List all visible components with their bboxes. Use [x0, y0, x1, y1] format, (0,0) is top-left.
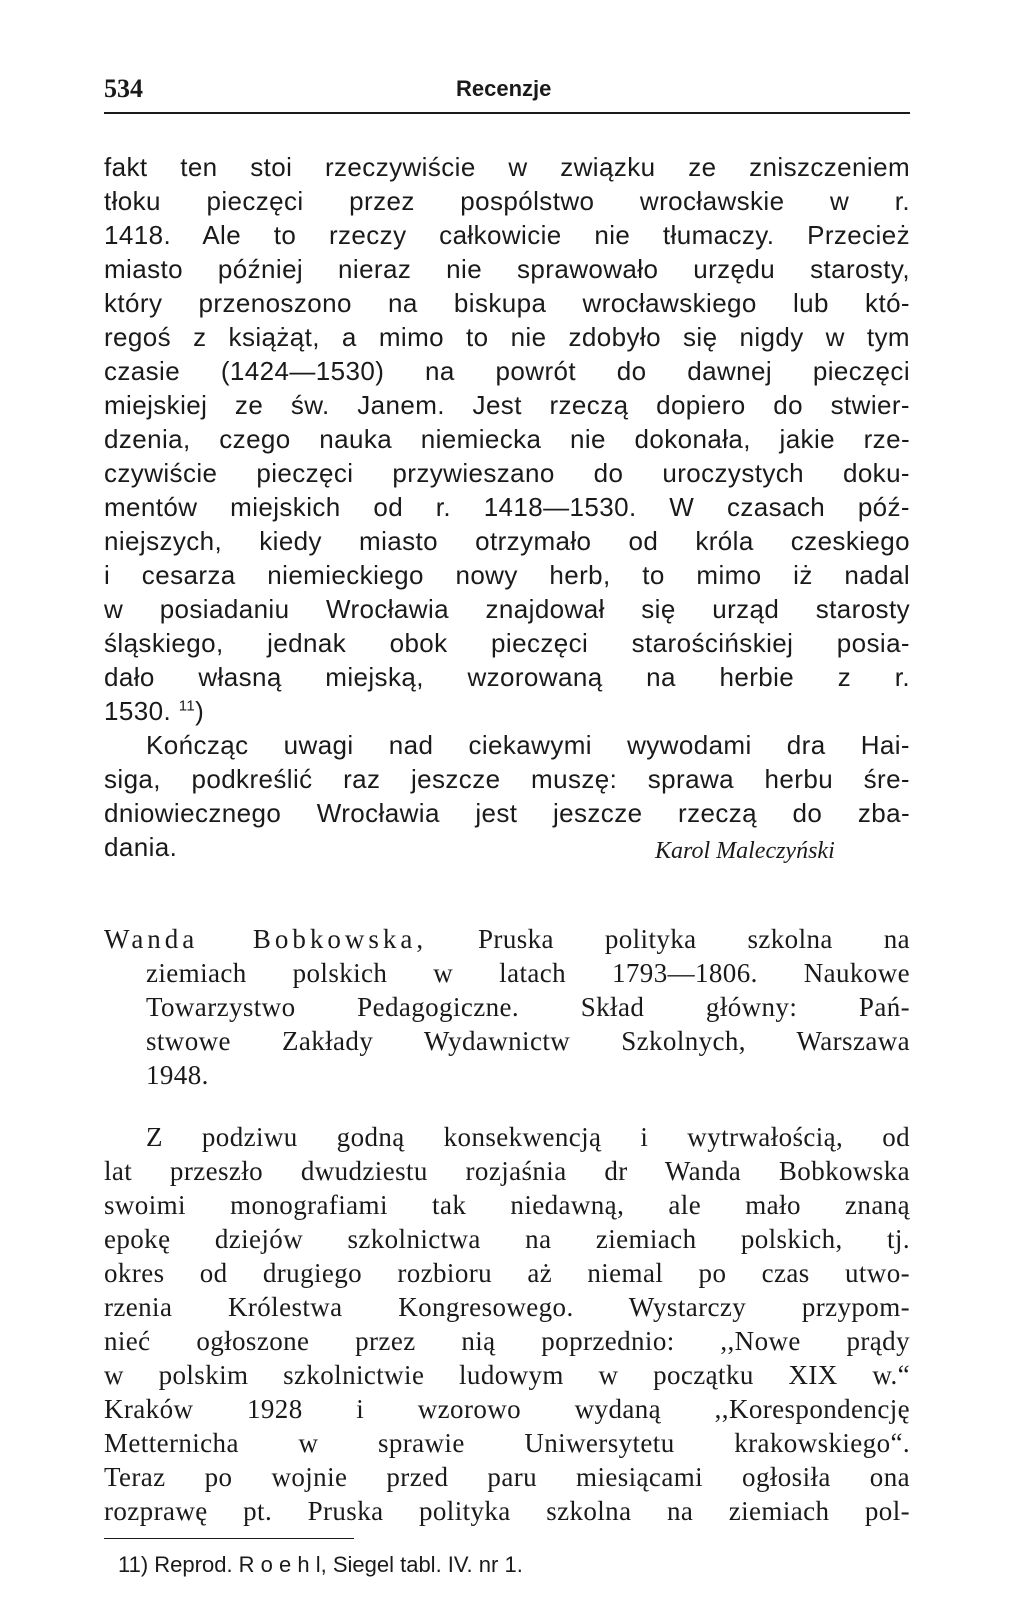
text-line: niejszych, kiedy miasto otrzymało od króla czeskiego	[104, 526, 910, 556]
text-line: mentów miejskich od r. 1418—1530. W czasach póź-	[104, 492, 910, 522]
text-line: Teraz po wojnie przed paru miesiącami ogłosiła ona	[104, 1462, 910, 1492]
text-line: Z podziwu godną konsekwencją i wytrwałością, od	[146, 1122, 910, 1152]
citation-line	[104, 922, 910, 956]
text-line: lat przeszło dwudziestu rozjaśnia dr Wanda Bobkowska	[104, 1156, 910, 1186]
text-line: rzenia Królestwa Kongresowego. Wystarczy przypom-	[104, 1292, 910, 1322]
footnote-marker: 11)	[118, 1552, 149, 1577]
footnote-rule	[104, 1538, 354, 1539]
text-line: w polskim szkolnictwie ludowym w początku XIX w.“	[104, 1360, 910, 1390]
text-line-with-note	[104, 694, 910, 728]
text-line: tłoku pieczęci przez pospólstwo wrocławskie w r.	[104, 186, 910, 216]
citation-line: Towarzystwo Pedagogiczne. Skład główny: Pań-	[146, 992, 910, 1022]
text-line: rozprawę pt. Pruska polityka szkolna na ziemiach pol-	[104, 1496, 910, 1526]
text-line: miasto później nieraz nie sprawowało urzędu starosty,	[104, 254, 910, 284]
citation-line: 1948.	[146, 1060, 209, 1090]
citation-line: ziemiach polskich w latach 1793—1806. Naukowe	[146, 958, 910, 988]
book-title-start: Pruska polityka szkolna na	[478, 924, 910, 954]
text-line: nieć ogłoszone przez nią poprzednio: ,,Nowe prądy	[104, 1326, 910, 1356]
text-line: dniowiecznego Wrocławia jest jeszcze rzeczą do zba-	[104, 798, 910, 828]
text-line: czywiście pieczęci przywieszano do uroczystych doku-	[104, 458, 910, 488]
running-head: Recenzje	[456, 76, 552, 101]
page-number: 534	[104, 74, 143, 103]
signature: Karol Maleczyński	[655, 838, 835, 864]
text-line: dało własną miejską, wzorowaną na herbie z r.	[104, 662, 910, 692]
text-line: fakt ten stoi rzeczywiście w związku ze zniszczeniem	[104, 152, 910, 182]
text-line: śląskiego, jednak obok pieczęci starościńskiej posia-	[104, 628, 910, 658]
text-line: Kończąc uwagi nad ciekawymi wywodami dra Hai-	[146, 730, 910, 760]
header-rule	[104, 112, 910, 114]
text-line: który przenoszono na biskupa wrocławskiego lub któ-	[104, 288, 910, 318]
text-line: epokę dziejów szkolnictwa na ziemiach polskich, tj.	[104, 1224, 910, 1254]
text-line: okres od drugiego rozbioru aż niemal po czas utwo-	[104, 1258, 910, 1288]
text-line: i cesarza niemieckiego nowy herb, to mimo iż nadal	[104, 560, 910, 590]
text-line: czasie (1424—1530) na powrót do dawnej pieczęci	[104, 356, 910, 386]
text-line: swoimi monografiami tak niedawną, ale mało znaną	[104, 1190, 910, 1220]
text-line: Metternicha w sprawie Uniwersytetu krakowskiego“.	[104, 1428, 910, 1458]
text-line: miejskiej ze św. Janem. Jest rzeczą dopiero do stwier-	[104, 390, 910, 420]
text-line: siga, podkreślić raz jeszcze muszę: sprawa herbu śre-	[104, 764, 910, 794]
footnote	[118, 1552, 523, 1578]
text-fragment: 1530.	[104, 696, 172, 726]
text-line: Kraków 1928 i wzorowo wydaną ,,Korespondencję	[104, 1394, 910, 1424]
text-line: 1418. Ale to rzeczy całkowicie nie tłumaczy. Przecież	[104, 220, 910, 250]
footnote-text: Reprod. R o e h l, Siegel tabl. IV. nr 1.	[154, 1552, 523, 1577]
citation-line: stwowe Zakłady Wydawnictw Szkolnych, Warszawa	[146, 1026, 910, 1056]
footnote-paren: )	[195, 696, 205, 726]
reviewed-author: Wanda Bobkowska,	[104, 924, 428, 954]
text-line: regoś z książąt, a mimo to nie zdobyło się nigdy w tym	[104, 322, 910, 352]
text-line: dania.	[104, 832, 178, 862]
text-line: w posiadaniu Wrocławia znajdował się urząd starosty	[104, 594, 910, 624]
footnote-reference: 11	[178, 697, 196, 715]
text-line: dzenia, czego nauka niemiecka nie dokonała, jakie rze-	[104, 424, 910, 454]
